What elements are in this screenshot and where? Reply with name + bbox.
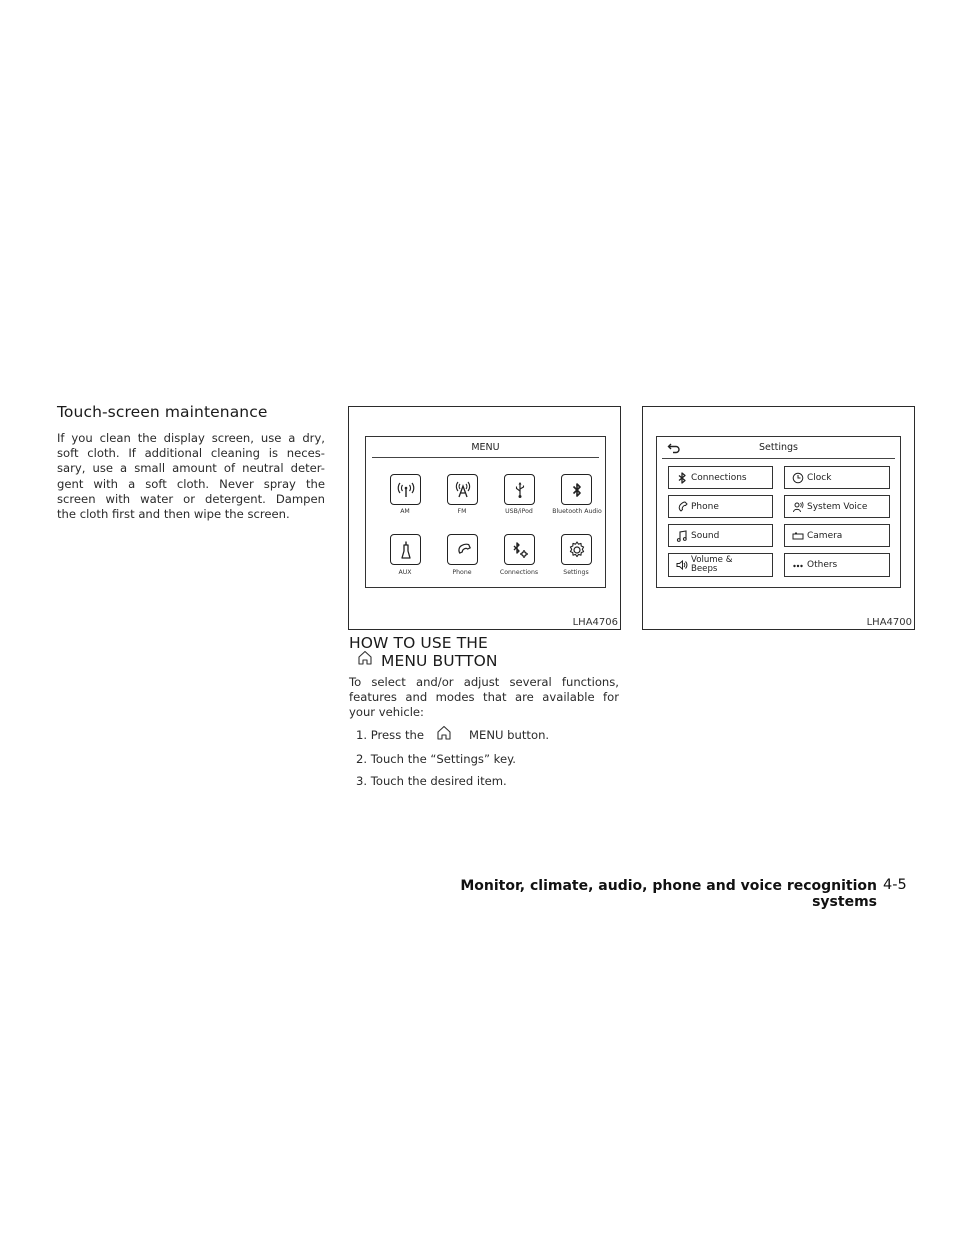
aux-icon [396,540,416,560]
speaker-icon [676,559,688,571]
paragraph-line: If you clean the display screen, use a dry, [57,431,325,445]
page-number: 4-5 [883,877,907,893]
menu-tile-bluetooth-audio[interactable] [561,474,592,505]
tile-label-aux: AUX [398,569,412,576]
settings-button-label: System Voice [807,501,868,512]
settings-button-label: Phone [691,501,719,512]
home-menu-icon [357,649,373,666]
menu-tile-phone[interactable] [447,534,478,565]
settings-button-others[interactable] [784,553,890,577]
tile-label-usb: USB/iPod [505,508,533,515]
settings-button-clock[interactable] [784,466,890,489]
step-2: 2. Touch the “Settings” key. [356,752,516,766]
settings-screen-title: Settings [759,442,798,453]
step-1-prefix: 1. Press the [356,728,424,742]
settings-button-system-voice[interactable] [784,495,890,518]
more-dots-icon [792,559,804,571]
paragraph-line: soft cloth. If additional cleaning is neces- [57,446,325,461]
settings-button-label: Others [807,560,838,570]
camera-icon [792,530,804,542]
settings-button-connections[interactable] [668,466,773,489]
settings-button-label: Volume & Beeps [691,554,733,574]
paragraph-line: your vehicle: [349,705,424,720]
bluetooth-icon [567,480,587,500]
settings-button-volume-beeps[interactable] [668,553,773,577]
touch-screen-paragraph [57,431,325,522]
tile-label-fm: FM [457,508,467,515]
menu-title-divider [372,457,599,458]
step-1-suffix: MENU button. [469,728,550,742]
step-3: 3. Touch the desired item. [356,774,507,788]
phone-icon [453,540,473,560]
settings-button-label: Clock [807,472,832,483]
paragraph-line: screen with water or detergent. Dampen [57,491,325,506]
menu-tile-settings[interactable] [561,534,592,565]
am-radio-icon [396,480,416,500]
footer-chapter-title: Monitor, climate, audio, phone and voice recognition systems [460,878,877,910]
home-menu-icon [436,724,452,741]
how-to-use-intro [349,675,619,721]
menu-tile-aux[interactable] [390,534,421,565]
section-title-menu-button: MENU BUTTON [381,652,498,670]
settings-gear-icon [567,540,587,560]
phone-icon [676,501,688,513]
menu-tile-am[interactable] [390,474,421,505]
figure-label: LHA4706 [572,617,618,628]
tile-label-connections: Connections [499,569,539,576]
settings-screen-display [656,436,901,588]
fm-radio-icon [453,480,473,500]
tile-label-settings: Settings [563,569,589,576]
paragraph-line: gent with a soft cloth. Never spray the [57,476,325,491]
step-1 [356,728,424,742]
section-title-how-to-use: HOW TO USE THE [349,634,488,652]
paragraph-line: features and modes that are available for [349,690,619,705]
settings-button-sound[interactable] [668,524,773,547]
settings-title-divider [662,458,895,459]
menu-tile-connections[interactable] [504,534,535,565]
settings-button-label: Camera [807,530,843,541]
bluetooth-icon [677,472,687,484]
tile-label-bluetooth-audio: Bluetooth Audio [552,508,602,515]
clock-icon [792,472,804,484]
connections-icon [510,540,530,560]
menu-screen-display [365,436,606,588]
paragraph-line: the cloth first and then wipe the screen. [57,507,290,522]
menu-tile-usb[interactable] [504,474,535,505]
figure-menu-screen [348,406,621,630]
usb-icon [510,480,530,500]
paragraph-line: sary, use a small amount of neutral deter- [57,461,325,476]
tile-label-phone: Phone [452,569,472,576]
settings-button-camera[interactable] [784,524,890,547]
menu-tile-fm[interactable] [447,474,478,505]
voice-icon [792,501,804,513]
music-note-icon [676,530,688,542]
settings-button-label: Sound [691,530,720,541]
menu-screen-title: MENU [471,442,500,453]
figure-label: LHA4700 [866,617,912,628]
settings-button-phone[interactable] [668,495,773,518]
tile-label-am: AM [400,508,410,515]
section-title-touch-screen: Touch-screen maintenance [57,403,268,421]
paragraph-line: To select and/or adjust several functions, [349,675,619,689]
settings-button-label: Connections [691,472,747,483]
figure-settings-screen [642,406,915,630]
